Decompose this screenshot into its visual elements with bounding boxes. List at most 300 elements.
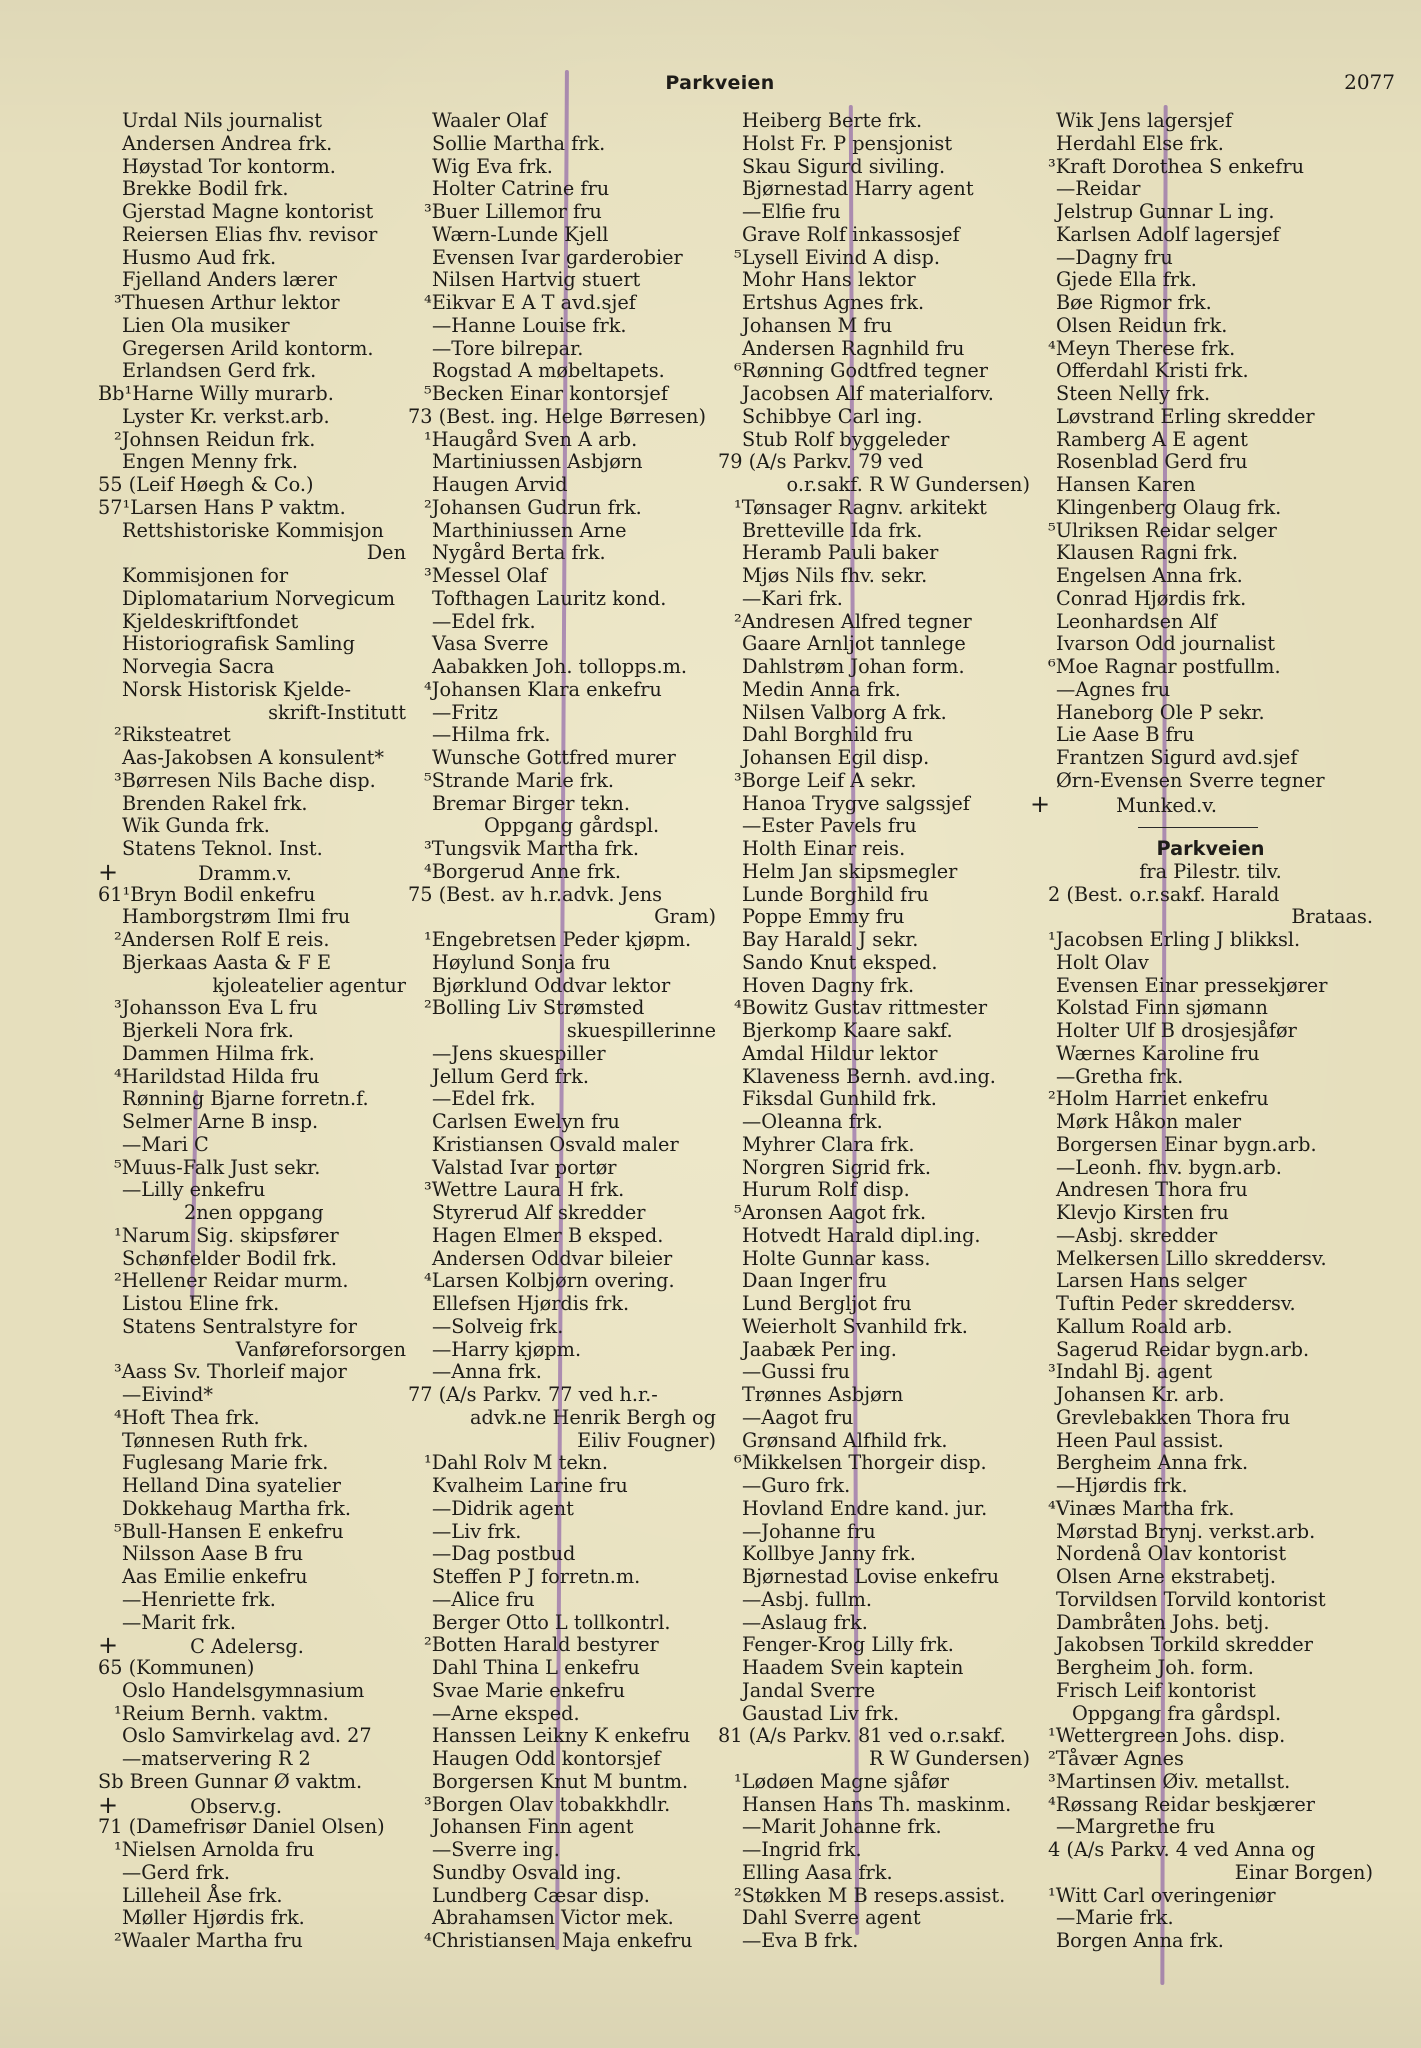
list-item: Bretteville Ida frk. <box>742 518 923 542</box>
list-item: ⁴Vinæs Martha frk. <box>1048 1496 1235 1520</box>
list-item: Høystad Tor kontorm. <box>122 154 336 178</box>
page-title: Parkveien <box>665 72 775 94</box>
list-item: Holte Gunnar kass. <box>742 1246 931 1270</box>
list-item: Nordenå Olav kontorist <box>1056 1542 1287 1566</box>
list-item: ⁵Bull-Hansen E enkefru <box>114 1519 344 1543</box>
list-item: 77 (A/s Parkv. 77 ved h.r.- <box>408 1383 658 1406</box>
list-item: Brataas. <box>1291 905 1373 929</box>
list-item: Evensen Einar pressekjører <box>1056 973 1328 997</box>
list-item: —Gerd frk. <box>122 1860 230 1884</box>
list-item: ¹Reium Bernh. vaktm. <box>114 1701 329 1725</box>
list-item: ⁴Johansen Klara enkefru <box>424 677 662 701</box>
list-item: Dokkehaug Martha frk. <box>122 1496 352 1520</box>
list-item: ³Thuesen Arthur lektor <box>114 291 340 314</box>
list-item: 61¹Bryn Bodil enkefru <box>98 882 316 906</box>
list-item: Tuftin Peder skreddersv. <box>1056 1292 1296 1315</box>
list-item: Borgersen Knut M buntm. <box>432 1769 689 1793</box>
list-item: —Eva B frk. <box>742 1929 859 1952</box>
list-item: Elling Aasa frk. <box>742 1860 893 1884</box>
cross-street-label: Munked.v. <box>1116 793 1217 817</box>
list-item: —Anna frk. <box>432 1360 542 1384</box>
list-item: ²Johansen Gudrun frk. <box>424 495 642 519</box>
list-item: Olsen Arne ekstrabetj. <box>1056 1565 1276 1588</box>
list-item: Kvalheim Larine fru <box>432 1474 628 1497</box>
list-item: Klaveness Bernh. avd.ing. <box>742 1064 996 1088</box>
list-item: Husmo Aud frk. <box>122 245 277 269</box>
list-item: Weierholt Svanhild frk. <box>742 1314 968 1338</box>
list-item: Martiniussen Asbjørn <box>432 450 643 474</box>
list-item: ³Johansson Eva L fru <box>114 996 318 1020</box>
list-item: Dammen Hilma frk. <box>122 1041 315 1065</box>
list-item: o.r.sakf. R W Gundersen) <box>786 473 1030 496</box>
list-item: 71 (Damefrisør Daniel Olsen) <box>98 1815 385 1839</box>
list-item <box>98 857 406 886</box>
list-item: ³Buer Lillemor fru <box>424 200 602 223</box>
list-item: Kolstad Finn sjømann <box>1056 996 1268 1020</box>
list-item: Jakobsen Torkild skredder <box>1056 1633 1313 1657</box>
list-item: —Lilly enkefru <box>122 1178 266 1202</box>
list-item: Nygård Berta frk. <box>432 541 606 565</box>
list-item: —Aagot fru <box>742 1405 854 1429</box>
list-item: Steffen P J forretn.m. <box>432 1565 641 1588</box>
list-item: kjoleatelier agentur <box>212 973 406 997</box>
list-item: Den <box>366 541 406 565</box>
list-item: Hovland Endre kand. jur. <box>742 1496 988 1520</box>
list-item: ³Børresen Nils Bache disp. <box>114 768 376 792</box>
list-item: Rogstad A møbeltapets. <box>432 359 665 383</box>
list-item: —Aslaug frk. <box>742 1610 868 1634</box>
list-item: ²Holm Harriet enkefru <box>1048 1087 1269 1111</box>
list-item: ⁴Christiansen Maja enkefru <box>424 1929 693 1952</box>
list-item: Helland Dina syatelier <box>122 1474 342 1497</box>
list-item: Holter Ulf B drosjesjåfør <box>1056 1019 1297 1042</box>
list-item: Ertshus Agnes frk. <box>742 291 925 314</box>
list-item: ³Borge Leif A sekr. <box>734 768 917 792</box>
list-item: Sundby Osvald ing. <box>432 1860 622 1884</box>
list-item: Statens Teknol. Inst. <box>122 837 323 860</box>
list-item: Bjørnestad Lovise enkefru <box>742 1565 1000 1588</box>
list-item: Aas Emilie enkefru <box>122 1565 308 1588</box>
list-item: Ørn-Evensen Sverre tegner <box>1056 768 1325 792</box>
list-item: ⁵Becken Einar kontorsjef <box>424 382 668 405</box>
list-item: Sando Knut eksped. <box>742 950 938 974</box>
list-item: Rosenblad Gerd fru <box>1056 450 1248 474</box>
list-item: —Elfie fru <box>742 200 841 223</box>
list-item: Stub Rolf byggeleder <box>742 427 950 451</box>
list-item: —Kari frk. <box>742 586 843 610</box>
list-item: Bjørnestad Harry agent <box>742 177 974 201</box>
list-item: —Edel frk. <box>432 609 536 633</box>
list-item: Hamborgstrøm Ilmi fru <box>122 905 351 929</box>
list-item: Olsen Reidun frk. <box>1056 313 1228 337</box>
list-item: Reiersen Elias fhv. revisor <box>122 222 378 246</box>
list-item <box>98 1631 406 1660</box>
list-item: ¹Wettergreen Johs. disp. <box>1048 1724 1286 1748</box>
list-item: Haugen Arvid <box>432 473 568 496</box>
list-item: Johansen Egil disp. <box>742 746 930 769</box>
list-item: Haadem Svein kaptein <box>742 1656 964 1679</box>
list-item: Bjerkeli Nora frk. <box>122 1019 294 1042</box>
list-item: Johansen Kr. arb. <box>1056 1383 1225 1406</box>
list-item: 79 (A/s Parkv. 79 ved <box>718 450 924 474</box>
list-item: ²Hellener Reidar murm. <box>114 1269 349 1293</box>
list-item: —Alice fru <box>432 1587 535 1611</box>
list-item: Lilleheil Åse frk. <box>122 1883 283 1907</box>
list-item: Bjerkaas Aasta & F E <box>122 950 332 974</box>
list-item: Gjerstad Magne kontorist <box>122 200 374 223</box>
list-item: ³Wettre Laura H frk. <box>424 1178 625 1202</box>
list-item: Fiksdal Gunhild frk. <box>742 1087 937 1111</box>
list-item: —Asbj. fullm. <box>742 1587 872 1611</box>
directory-column-2 <box>408 110 716 2010</box>
list-item: Mjøs Nils fhv. sekr. <box>742 564 928 587</box>
list-item: Bøe Rigmor frk. <box>1056 291 1212 314</box>
list-item: ³Kraft Dorothea S enkefru <box>1048 154 1304 178</box>
list-item: Fenger-Krog Lilly frk. <box>742 1633 954 1657</box>
list-item: Abrahamsen Victor mek. <box>432 1906 674 1930</box>
list-item: Haneborg Ole P sekr. <box>1056 700 1265 724</box>
list-item: ⁵Strande Marie frk. <box>424 768 615 792</box>
list-item: ⁴Hoft Thea frk. <box>114 1405 260 1429</box>
list-item: Gaustad Liv frk. <box>742 1701 900 1725</box>
list-item: Gjede Ella frk. <box>1056 268 1197 292</box>
list-item: Vasa Sverre <box>432 632 549 656</box>
list-item: Høylund Sonja fru <box>432 950 611 974</box>
list-item: Schibbye Carl ing. <box>742 404 923 428</box>
list-item: Grevlebakken Thora fru <box>1056 1405 1291 1429</box>
list-item: Wunsche Gottfred murer <box>432 746 676 769</box>
list-item: Bay Harald J sekr. <box>742 928 919 951</box>
list-item: ²Botten Harald bestyrer <box>424 1633 659 1657</box>
list-item: Nilsen Valborg A frk. <box>742 700 947 724</box>
list-item: Klausen Ragni frk. <box>1056 541 1239 565</box>
list-item: Schønfelder Bodil frk. <box>122 1246 338 1270</box>
list-item: Rettshistoriske Kommisjon <box>122 518 384 542</box>
list-item: Skau Sigurd siviling. <box>742 154 946 178</box>
list-item: —Marit Johanne frk. <box>742 1815 942 1839</box>
list-item: Erlandsen Gerd frk. <box>122 359 317 383</box>
cross-icon: + <box>98 1631 119 1660</box>
list-item: Trønnes Asbjørn <box>742 1383 904 1406</box>
list-item: Haugen Odd kontorsjef <box>432 1747 661 1770</box>
list-item: Sb Breen Gunnar Ø vaktm. <box>98 1769 363 1793</box>
list-item: Dambråten Johs. betj. <box>1056 1610 1270 1634</box>
list-item: ⁶Mikkelsen Thorgeir disp. <box>734 1451 987 1475</box>
list-item: Wærnes Karoline fru <box>1056 1041 1260 1065</box>
list-item: ¹Witt Carl overingeniør <box>1048 1883 1276 1907</box>
list-item: Brenden Rakel frk. <box>122 791 308 815</box>
list-item: Norgren Sigrid frk. <box>742 1155 931 1179</box>
list-item: Aas-Jakobsen A konsulent* <box>122 746 385 769</box>
list-item: Bjørklund Oddvar lektor <box>432 973 671 997</box>
list-item: Daan Inger fru <box>742 1269 887 1293</box>
list-item: —Ingrid frk. <box>742 1838 862 1861</box>
list-item: Oppgang gårdspl. <box>484 814 660 838</box>
list-item: Holst Fr. P pensjonist <box>742 131 953 155</box>
list-item: —Margrethe fru <box>1056 1815 1216 1839</box>
list-item: Jaabæk Per ing. <box>742 1337 897 1361</box>
list-item: Brekke Bodil frk. <box>122 177 289 201</box>
list-item: Karlsen Adolf lagersjef <box>1056 222 1280 246</box>
list-item: Kollbye Janny frk. <box>742 1542 916 1566</box>
list-item: ¹Nielsen Arnolda fru <box>114 1838 315 1861</box>
list-item: R W Gundersen) <box>868 1747 1030 1770</box>
list-item: Johansen Finn agent <box>432 1815 634 1839</box>
list-item: Engen Menny frk. <box>122 450 298 474</box>
list-item: —Oleanna frk. <box>742 1110 883 1133</box>
list-item: Kommisjonen for <box>122 564 289 587</box>
list-item: Fjelland Anders lærer <box>122 268 337 292</box>
cross-street-label: Dramm.v. <box>198 861 292 885</box>
list-item: Klevjo Kirsten fru <box>1056 1201 1229 1224</box>
list-item: —Dag postbud <box>432 1542 576 1566</box>
list-item: Urdal Nils journalist <box>122 109 322 132</box>
list-item: Torvildsen Torvild kontorist <box>1056 1587 1326 1611</box>
cross-icon: + <box>1030 789 1051 818</box>
list-item: ²Waaler Martha fru <box>114 1929 303 1952</box>
list-item: Engelsen Anna frk. <box>1056 564 1243 587</box>
list-item: Gregersen Arild kontorm. <box>122 336 374 360</box>
list-item: Kjeldeskriftfondet <box>122 609 299 633</box>
list-item: Aabakken Joh. tollopps.m. <box>432 655 688 678</box>
list-item <box>98 1790 406 1819</box>
list-item: —Gretha frk. <box>1056 1064 1184 1088</box>
list-item: Lyster Kr. verkst.arb. <box>122 404 330 428</box>
list-item: Listou Eline frk. <box>122 1292 280 1315</box>
list-item: Norsk Historisk Kjelde- <box>122 677 351 701</box>
list-item: Mørstad Brynj. verkst.arb. <box>1056 1519 1316 1543</box>
list-item: ²Tåvær Agnes <box>1048 1747 1184 1770</box>
list-item: Grave Rolf inkassosjef <box>742 222 960 246</box>
list-item: Wig Eva frk. <box>432 154 553 178</box>
list-item: Andersen Ragnhild fru <box>742 336 965 360</box>
list-item: Dahl Thina L enkefru <box>432 1656 640 1679</box>
list-item: —Dagny fru <box>1056 245 1173 269</box>
list-item: Andersen Oddvar bileier <box>432 1246 673 1270</box>
list-item: Ramberg A E agent <box>1056 427 1248 451</box>
list-item: ²Bolling Liv Strømsted <box>424 996 645 1020</box>
list-item: —Marie frk. <box>1056 1906 1174 1930</box>
list-item: Møller Hjørdis frk. <box>122 1906 305 1930</box>
list-item: ⁵Lysell Eivind A disp. <box>734 245 940 269</box>
directory-column-4 <box>1030 109 1373 2010</box>
list-item: Conrad Hjørdis frk. <box>1056 586 1247 610</box>
list-item: Medin Anna frk. <box>742 677 901 701</box>
list-item: ³Messel Olaf <box>424 564 547 587</box>
list-item: Hanoa Trygve salgssjef <box>742 791 970 815</box>
list-item: Bergheim Joh. form. <box>1056 1656 1254 1679</box>
list-item: Heramb Pauli baker <box>742 541 939 565</box>
page-number: 2077 <box>1344 70 1395 94</box>
list-item: —Hanne Louise frk. <box>432 313 627 337</box>
list-item: Carlsen Ewelyn fru <box>432 1110 620 1133</box>
list-item: 65 (Kommunen) <box>98 1656 255 1679</box>
list-item: Styrerud Alf skredder <box>432 1201 646 1224</box>
list-item: Hotvedt Harald dipl.ing. <box>742 1223 981 1247</box>
list-item: Helm Jan skipsmegler <box>742 859 958 883</box>
list-item: ⁵Ulriksen Reidar selger <box>1048 518 1277 542</box>
list-item: Tofthagen Lauritz kond. <box>432 586 667 610</box>
list-item: Dahl Borghild fru <box>742 723 913 747</box>
list-item: —Marit frk. <box>122 1610 236 1634</box>
list-item: 2nen oppgang <box>184 1201 324 1224</box>
list-item: ³Tungsvik Martha frk. <box>424 837 639 860</box>
list-item: Heen Paul assist. <box>1056 1428 1224 1452</box>
list-item: Jandal Sverre <box>742 1678 876 1702</box>
list-item: —Solveig frk. <box>432 1314 564 1338</box>
list-item: Grønsand Alfhild frk. <box>742 1428 948 1452</box>
list-item: Sollie Martha frk. <box>432 131 606 155</box>
list-item: Historiografisk Samling <box>122 632 355 656</box>
list-item: Larsen Hans selger <box>1056 1269 1247 1293</box>
list-item: ⁴Bowitz Gustav rittmester <box>734 996 988 1020</box>
list-item: —Sverre ing. <box>432 1838 560 1861</box>
list-item: —Edel frk. <box>432 1087 536 1111</box>
list-item: Mohr Hans lektor <box>742 268 916 292</box>
list-item: ⁴Eikvar E A T avd.sjef <box>424 291 636 314</box>
section-divider <box>1048 815 1373 838</box>
list-item: Ivarson Odd journalist <box>1056 632 1276 656</box>
list-item: Eiliv Fougner) <box>577 1428 716 1452</box>
list-item <box>1030 789 1373 818</box>
list-item: Jacobsen Alf materialforv. <box>742 382 994 405</box>
list-item: Klingenberg Olaug frk. <box>1056 495 1282 519</box>
list-item: ³Martinsen Øiv. metallst. <box>1048 1769 1291 1793</box>
list-item: Bremar Birger tekn. <box>432 791 630 815</box>
list-item: ³Indahl Bj. agent <box>1048 1360 1213 1384</box>
list-item: Kristiansen Osvald maler <box>432 1132 679 1156</box>
list-item: Lien Ola musiker <box>122 313 290 337</box>
list-item: Hansen Karen <box>1056 473 1196 496</box>
list-item: Dahlstrøm Johan form. <box>742 655 965 678</box>
list-item: —Liv frk. <box>432 1519 522 1543</box>
list-item: —matservering R 2 <box>122 1747 311 1770</box>
list-item: Melkersen Lillo skreddersv. <box>1056 1246 1327 1270</box>
directory-column-1 <box>98 110 406 2010</box>
list-item: 75 (Best. av h.r.advk. Jens <box>408 882 663 906</box>
list-item: Hoven Dagny frk. <box>742 973 915 997</box>
section-subheading: fra Pilestr. tilv. <box>1139 859 1282 883</box>
list-item: Lunde Borghild fru <box>742 882 929 906</box>
list-item: ²Andresen Alfred tegner <box>734 609 972 633</box>
list-item: Hagen Elmer B eksped. <box>432 1223 664 1247</box>
list-item: ²Andersen Rolf E reis. <box>114 928 330 951</box>
list-item: Marthiniussen Arne <box>432 518 627 542</box>
list-item: ¹Narum Sig. skipsfører <box>114 1223 339 1247</box>
list-item: Johansen M fru <box>742 313 893 337</box>
list-item: ¹Haugård Sven A arb. <box>424 427 638 451</box>
list-item: Mørk Håkon maler <box>1056 1110 1242 1133</box>
list-item: Gram) <box>654 905 716 929</box>
list-item: Andersen Andrea frk. <box>122 131 333 155</box>
list-item: —Asbj. skredder <box>1056 1223 1218 1247</box>
list-item: —Leonh. fhv. bygn.arb. <box>1056 1155 1282 1179</box>
list-item: —Reidar <box>1056 177 1141 201</box>
cross-icon: + <box>98 1790 119 1819</box>
list-item: Hansen Hans Th. maskinm. <box>742 1792 1012 1816</box>
list-item: Nilsen Hartvig stuert <box>432 268 641 292</box>
list-item: Waaler Olaf <box>432 109 547 132</box>
list-item: ²Riksteatret <box>114 723 231 747</box>
list-item: Oppgang fra gårdspl. <box>1072 1701 1282 1725</box>
list-item: Bjerkomp Kaare sakf. <box>742 1019 953 1042</box>
list-item: 81 (A/s Parkv. 81 ved o.r.sakf. <box>718 1724 1006 1748</box>
list-item: Andresen Thora fru <box>1056 1178 1248 1202</box>
list-item: Borgersen Einar bygn.arb. <box>1056 1132 1317 1156</box>
list-item: Poppe Emmy fru <box>742 905 905 929</box>
list-item: Fuglesang Marie frk. <box>122 1451 329 1475</box>
list-item: ²Støkken M B reseps.assist. <box>734 1883 1006 1907</box>
list-item: 2 (Best. o.r.sakf. Harald <box>1048 882 1280 906</box>
cross-street-label: C Adelersg. <box>190 1635 304 1659</box>
list-item: Selmer Arne B insp. <box>122 1110 319 1133</box>
list-item: Diplomatarium Norvegicum <box>122 586 395 610</box>
list-item: 4 (A/s Parkv. 4 ved Anna og <box>1048 1838 1316 1861</box>
directory-column-3 <box>718 110 1030 2010</box>
list-item: Norvegia Sacra <box>122 655 275 678</box>
list-item: Wik Gunda frk. <box>122 814 270 838</box>
list-item: 55 (Leif Høegh & Co.) <box>98 473 314 496</box>
list-item: Bergheim Anna frk. <box>1056 1451 1249 1475</box>
list-item: Holter Catrine fru <box>432 177 610 201</box>
list-item: Berger Otto L tollkontrl. <box>432 1610 671 1634</box>
list-item: Leonhardsen Alf <box>1056 609 1217 633</box>
list-item: Svae Marie enkefru <box>432 1678 625 1702</box>
list-item: —Mari C <box>122 1132 209 1156</box>
list-item: Ellefsen Hjørdis frk. <box>432 1292 630 1315</box>
list-item: Kallum Roald arb. <box>1056 1314 1233 1338</box>
cross-street-label: Observ.g. <box>190 1794 282 1818</box>
list-item: Jellum Gerd frk. <box>432 1064 589 1088</box>
list-item: Evensen Ivar garderobier <box>432 245 683 269</box>
list-item: Heiberg Berte frk. <box>742 109 923 132</box>
list-item: Holt Olav <box>1056 950 1149 974</box>
list-item: Wik Jens lagersjef <box>1056 109 1233 132</box>
list-item: Statens Sentralstyre for <box>122 1314 357 1338</box>
list-item: Herdahl Else frk. <box>1056 131 1224 155</box>
list-item: —Hjørdis frk. <box>1056 1474 1188 1497</box>
section-heading: Parkveien <box>1156 837 1265 860</box>
list-item: —Gussi fru <box>742 1360 850 1384</box>
list-item: ⁴Meyn Therese frk. <box>1048 336 1236 360</box>
list-item: ¹Tønsager Ragnv. arkitekt <box>734 495 987 519</box>
list-item: Holth Einar reis. <box>742 837 906 860</box>
list-item: Wærn-Lunde Kjell <box>432 222 609 246</box>
cross-icon: + <box>98 857 119 886</box>
list-item: —Fritz <box>432 700 498 724</box>
list-item: Rønning Bjarne forretn.f. <box>122 1087 369 1111</box>
list-item: Frisch Leif kontorist <box>1056 1678 1256 1702</box>
list-item: Oslo Samvirkelag avd. 27 <box>122 1724 372 1748</box>
list-item: skuespillerinne <box>566 1019 716 1042</box>
list-item: ⁵Muus-Falk Just sekr. <box>114 1155 321 1179</box>
list-item: Oslo Handelsgymnasium <box>122 1678 365 1702</box>
list-item: Steen Nelly frk. <box>1056 382 1211 405</box>
list-item: Offerdahl Kristi frk. <box>1056 359 1249 383</box>
list-item: Hanssen Leikny K enkefru <box>432 1724 691 1748</box>
list-item: Løvstrand Erling skredder <box>1056 404 1315 428</box>
list-item: 57¹Larsen Hans P vaktm. <box>98 495 346 519</box>
list-item: —Jens skuespiller <box>432 1041 606 1065</box>
list-item: Lundberg Cæsar disp. <box>432 1883 650 1907</box>
list-item: ⁴Røssang Reidar beskjærer <box>1048 1792 1315 1816</box>
list-item: Dahl Sverre agent <box>742 1906 921 1930</box>
list-item: advk.ne Henrik Bergh og <box>470 1405 716 1429</box>
list-item: ¹Engebretsen Peder kjøpm. <box>424 928 692 951</box>
list-item: —Johanne fru <box>742 1519 876 1543</box>
list-item: Lund Bergljot fru <box>742 1292 912 1315</box>
list-item: ¹Jacobsen Erling J blikksl. <box>1048 928 1301 951</box>
